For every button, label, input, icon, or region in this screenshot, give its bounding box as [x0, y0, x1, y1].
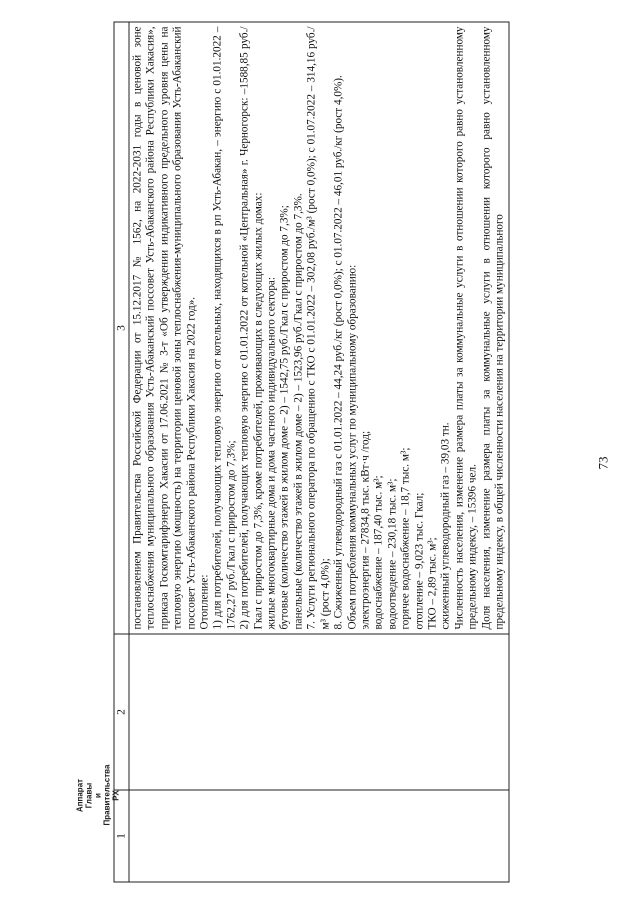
col1-cell [129, 790, 509, 882]
text-line: Объем потребления коммунальных услуг по муниципальному образованию: [345, 264, 358, 629]
text-line: панельные (количество этажей в жилом доме – 2) – 1523,96 руб./Гкал с приростом до 7,3%. [291, 192, 304, 629]
text-line: горячее водоснабжение – 18,7 тыс. м³; [399, 447, 412, 629]
text-line: водоотведение – 230,18 тыс. м³; [385, 478, 398, 629]
text-line: сжиженный углеводородный газ – 39,03 тн. [439, 421, 452, 629]
text-line: ТКО – 2,89 тыс. м³; [425, 536, 438, 629]
text-line: жилые многоквартирные дома и дома частного индивидуального сектора: [265, 276, 278, 629]
page-number: 73 [595, 456, 610, 469]
col3-header: 3 [114, 22, 129, 634]
office-stamp [75, 765, 120, 825]
col1-header: 1 [114, 790, 129, 882]
col3-text [129, 22, 508, 633]
text-line: Доля населения, изменение размера платы за коммунальные услуги в отношении которого равно установленному предельному индексу, в общей численности населения на территории муниципального [479, 26, 505, 629]
text-line: 1) для потребителей, получающих тепловую энергию от котельных, находящихся в рп Усть-Абакан, – энергию с 01.01.2022 – 1762,27 руб./Гкал с приростом до 7,3%; [211, 26, 237, 629]
col2-cell [129, 634, 509, 790]
text-line: бутовые (количество этажей в жилом доме – 2) – 1542,75 руб./Гкал с приростом до 7,3%; [278, 204, 291, 629]
text-line: постановлением Правительства Российской Федерации от 15.12.2017 № 1562, на 2022-2031 годы в ценовой зоне теплоснабжения муниципального образования Усть-Абаканский поссовет Усть-Абаканского района Республики Хакасия», приказа Госкомтарифэнерго Хакасии от 17.06.2021 № 3-т «Об утверждении индикативного предельного уровня цены на тепловую энергию (мощность) на территории ценовой зоны теплоснабжения-муниципального образования Усть-Абаканский поссовет Усть-Абаканского района Республики Хакасия на 2022 год». [131, 26, 197, 629]
text-line: Численность населения, изменение размера платы за коммунальные услуги в отношении которого равно установленному предельному индексу, – 15396 чел. [452, 26, 479, 629]
text-line: отопление – 9,023 тыс. Гкал; [412, 492, 425, 629]
text-line: водоснабжение – 187,40 тыс. м³; [372, 474, 385, 629]
col3-cell [129, 22, 509, 634]
text-line: 7. Услуги регионального оператора по обращению с ТКО с 01.01.2022 – 302,08 руб./м³ (рост 0,0%); с 01.07.2022 – 314,16 руб./м³ (рост 4,0%); [305, 26, 331, 629]
text-line: 2) для потребителей, получающих тепловую энергию с 01.01.2022 от котельной «Центральная» г. Черногорск: –1588,85 руб./Гкал с приростом до 7,3%, кроме потребителей, проживающих в следующих жилых домах: [238, 26, 264, 629]
col2-header: 2 [114, 634, 129, 790]
stamp-line: Аппарат Главы [75, 778, 93, 812]
stamp-line: и Правительства РХ [93, 764, 120, 825]
document-table [113, 21, 509, 882]
table-header-row [114, 22, 129, 882]
table-body-row [129, 22, 509, 882]
text-line: 8. Сжиженный углеводородный газ с 01.01.2022 – 44,24 руб./кг (рост 0,0%); с 01.07.2022 – 46,01 руб./кг (рост 4,0%). [332, 74, 345, 629]
text-line: Отопление: [198, 574, 211, 629]
text-line: электроэнергия – 27834,8 тыс. кВт·ч /год; [358, 430, 371, 629]
